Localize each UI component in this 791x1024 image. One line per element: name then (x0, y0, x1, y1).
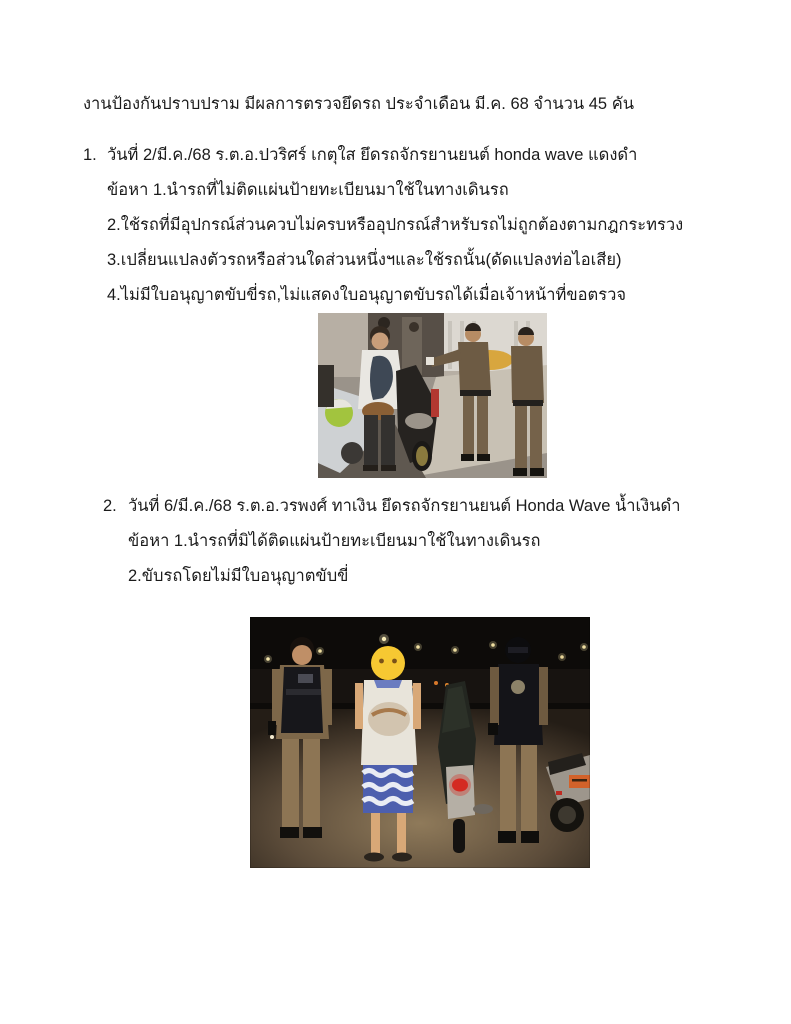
patterned-shorts (363, 765, 413, 813)
case-1-charge-line: ข้อหา 1.นำรถที่ไม่ติดแผ่นป้ายทะเบียนมาใช้ในทางเดินรถ (107, 181, 509, 199)
emoji-face (371, 646, 405, 680)
case-1-headline: วันที่ 2/มี.ค./68 ร.ต.อ.ปวริศร์ เกตุใส ยึดรถจักรยานยนต์ honda wave แดงดำ (107, 146, 638, 164)
document-title: งานป้องกันปราบปราม มีผลการตรวจยึดรถ ประจำเดือน มี.ค. 68 จำนวน 45 คัน (83, 95, 635, 113)
case-2-charge-line: ข้อหา 1.นำรถที่มิได้ติดแผ่นป้ายทะเบียนมาใช้ในทางเดินรถ (128, 532, 541, 550)
case-2-number: 2. (103, 497, 117, 515)
case-2-headline: วันที่ 6/มี.ค./68 ร.ต.อ.วรพงศ์ ทาเงิน ยึดรถจักรยานยนต์ Honda Wave น้ำเงินดำ (128, 497, 681, 515)
case-2-charge-line: 2.ขับรถโดยไม่มีใบอนุญาตขับขี่ (128, 567, 349, 585)
case-1-charge-line: 3.เปลี่ยนแปลงตัวรถหรือส่วนใดส่วนหนึ่งฯและใช้รถนั้น(ดัดแปลงท่อไอเสีย) (107, 251, 622, 269)
case-1-charge-line: 2.ใช้รถที่มีอุปกรณ์ส่วนควบไม่ครบหรืออุปกรณ์สำหรับรถไม่ถูกต้องตามกฎกระทรวง (107, 216, 684, 234)
case-1-number: 1. (83, 146, 97, 164)
case-1-charge-line: 4.ไม่มีใบอนุญาตขับขี่รถ,ไม่แสดงใบอนุญาตขับรถได้เมื่อเจ้าหน้าที่ขอตรวจ (107, 286, 627, 304)
case-1-photo (318, 313, 547, 478)
case-2-photo (250, 617, 590, 868)
